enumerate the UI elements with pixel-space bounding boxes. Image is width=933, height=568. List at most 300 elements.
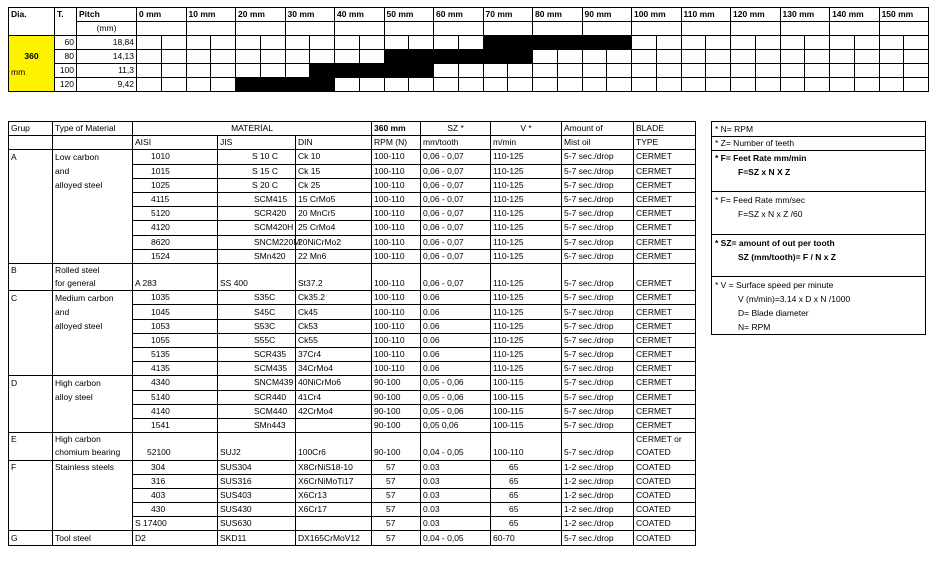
range-bar-cell bbox=[483, 50, 508, 64]
material-row bbox=[9, 249, 696, 263]
din-cell: 34CrMo4 bbox=[296, 362, 372, 376]
tooth-row bbox=[9, 64, 929, 78]
rpm-cell: 100-110 bbox=[372, 235, 421, 249]
jis-cell: SUS630 bbox=[218, 517, 296, 531]
type-cell bbox=[53, 418, 133, 432]
teeth-count: 80 bbox=[55, 50, 77, 64]
jis-cell: SMn420 bbox=[218, 249, 296, 263]
range-empty-cell bbox=[656, 36, 681, 50]
range-empty-cell bbox=[260, 36, 285, 50]
rpm-cell: 57 bbox=[372, 517, 421, 531]
type-cell bbox=[53, 207, 133, 221]
range-empty-cell bbox=[805, 50, 830, 64]
type-cell: Tool steel bbox=[53, 531, 133, 545]
scale-blank bbox=[582, 22, 632, 36]
range-empty-cell bbox=[607, 78, 632, 92]
sz-cell: 0,06 - 0,07 bbox=[421, 235, 491, 249]
range-empty-cell bbox=[137, 78, 162, 92]
scale-label: 50 mm bbox=[384, 8, 434, 22]
din-cell: St37.2 bbox=[296, 277, 372, 291]
aisi-header: AISI bbox=[133, 136, 218, 150]
din-cell: 15 CrMo5 bbox=[296, 192, 372, 206]
range-empty-cell bbox=[755, 64, 780, 78]
grup-cell bbox=[9, 178, 53, 192]
grup-cell bbox=[9, 221, 53, 235]
range-empty-cell bbox=[632, 78, 657, 92]
v-cell: 110-125 bbox=[491, 291, 562, 305]
range-empty-cell bbox=[384, 78, 409, 92]
din-cell: Ck 25 bbox=[296, 178, 372, 192]
rpm-cell: 57 bbox=[372, 460, 421, 474]
scale-label: 20 mm bbox=[236, 8, 286, 22]
range-empty-cell bbox=[533, 78, 558, 92]
oil-cell: 5-7 sec./drop bbox=[562, 277, 634, 291]
aisi-cell: 4340 bbox=[133, 376, 218, 390]
range-empty-cell bbox=[854, 36, 879, 50]
rpm-cell: 57 bbox=[372, 531, 421, 545]
jis-cell: SCR440 bbox=[218, 390, 296, 404]
grup-header: Grup bbox=[9, 122, 53, 136]
din-cell bbox=[296, 418, 372, 432]
range-empty-cell bbox=[384, 36, 409, 50]
range-empty-cell bbox=[706, 64, 731, 78]
scale-blank bbox=[632, 22, 682, 36]
oil-cell: 1-2 sec./drop bbox=[562, 460, 634, 474]
range-empty-cell bbox=[458, 36, 483, 50]
sz-cell: 0.06 bbox=[421, 291, 491, 305]
scale-label: 110 mm bbox=[681, 8, 731, 22]
rpm-cell: 100-110 bbox=[372, 249, 421, 263]
blade-cell: CERMET bbox=[634, 192, 696, 206]
din-cell bbox=[296, 433, 372, 447]
sz-cell: 0.03 bbox=[421, 517, 491, 531]
sz-cell: 0.06 bbox=[421, 348, 491, 362]
grup-cell bbox=[9, 235, 53, 249]
scale-label: 80 mm bbox=[533, 8, 583, 22]
v-cell: 110-125 bbox=[491, 333, 562, 347]
range-empty-cell bbox=[285, 64, 310, 78]
range-bar-cell bbox=[236, 78, 261, 92]
oil-cell: 1-2 sec./drop bbox=[562, 488, 634, 502]
scale-blank bbox=[533, 22, 583, 36]
jis-cell: S 15 C bbox=[218, 164, 296, 178]
diameter-cell bbox=[9, 36, 55, 92]
range-empty-cell bbox=[409, 36, 434, 50]
legend-f: * F= Feet Rate mm/min bbox=[715, 153, 807, 163]
grup-cell: E bbox=[9, 433, 53, 447]
material-row bbox=[9, 235, 696, 249]
grup-cell: C bbox=[9, 291, 53, 305]
header-row-1 bbox=[9, 122, 696, 136]
oil-cell: 5-7 sec./drop bbox=[562, 150, 634, 164]
v-cell: 100-115 bbox=[491, 418, 562, 432]
tooth-pitch-chart bbox=[8, 7, 929, 92]
scale-blank bbox=[483, 22, 533, 36]
blade-cell: CERMET bbox=[634, 333, 696, 347]
v-cell: 110-125 bbox=[491, 221, 562, 235]
sz-cell bbox=[421, 263, 491, 277]
oil-cell: 5-7 sec./drop bbox=[562, 235, 634, 249]
material-row bbox=[9, 390, 696, 404]
sz-cell: 0,06 - 0,07 bbox=[421, 164, 491, 178]
legend-n-rpm: N= RPM bbox=[738, 322, 771, 332]
sz-cell: 0,05 0,06 bbox=[421, 418, 491, 432]
type-cell: and bbox=[53, 164, 133, 178]
aisi-cell: 1015 bbox=[133, 164, 218, 178]
range-empty-cell bbox=[805, 78, 830, 92]
grup-cell bbox=[9, 446, 53, 460]
type-cell: Medium carbon bbox=[53, 291, 133, 305]
range-empty-cell bbox=[508, 78, 533, 92]
rpm-cell: 100-110 bbox=[372, 221, 421, 235]
din-cell: X6CrNiMoTi17 bbox=[296, 474, 372, 488]
grup-cell: B bbox=[9, 263, 53, 277]
blade-cell: CERMET bbox=[634, 305, 696, 319]
range-empty-cell bbox=[879, 78, 904, 92]
rpm-cell: 90-100 bbox=[372, 418, 421, 432]
type-cell: chomium bearing bbox=[53, 446, 133, 460]
legend-f-formula: F=SZ x N X Z bbox=[738, 167, 791, 177]
range-empty-cell bbox=[236, 50, 261, 64]
sz-cell: 0,06 - 0,07 bbox=[421, 277, 491, 291]
material-row bbox=[9, 531, 696, 545]
range-empty-cell bbox=[285, 50, 310, 64]
range-empty-cell bbox=[582, 50, 607, 64]
blade-cell bbox=[634, 263, 696, 277]
blade-header: BLADE bbox=[634, 122, 696, 136]
v-cell: 100-115 bbox=[491, 376, 562, 390]
scale-blank bbox=[335, 22, 385, 36]
grup-cell: D bbox=[9, 376, 53, 390]
type-cell bbox=[53, 488, 133, 502]
legend-d: D= Blade diameter bbox=[738, 308, 809, 318]
range-bar-cell bbox=[310, 78, 335, 92]
range-empty-cell bbox=[731, 50, 756, 64]
range-empty-cell bbox=[137, 64, 162, 78]
oil-cell: 1-2 sec./drop bbox=[562, 474, 634, 488]
material-row bbox=[9, 503, 696, 517]
grup-cell bbox=[9, 390, 53, 404]
range-empty-cell bbox=[607, 50, 632, 64]
range-empty-cell bbox=[632, 64, 657, 78]
range-empty-cell bbox=[137, 50, 162, 64]
sz-cell: 0.06 bbox=[421, 305, 491, 319]
range-empty-cell bbox=[533, 50, 558, 64]
range-empty-cell bbox=[805, 64, 830, 78]
rpm-cell: 100-110 bbox=[372, 192, 421, 206]
sz-cell: 0,05 - 0,06 bbox=[421, 376, 491, 390]
range-empty-cell bbox=[780, 36, 805, 50]
tooth-row bbox=[9, 50, 929, 64]
jis-cell: SCM420H bbox=[218, 221, 296, 235]
sz-cell: 0,05 - 0,06 bbox=[421, 404, 491, 418]
aisi-cell: 52100 bbox=[133, 446, 218, 460]
range-empty-cell bbox=[879, 50, 904, 64]
jis-cell: SNCM220M bbox=[218, 235, 296, 249]
range-bar-cell bbox=[434, 50, 459, 64]
range-bar-cell bbox=[483, 36, 508, 50]
rpm-cell: 100-110 bbox=[372, 178, 421, 192]
range-empty-cell bbox=[607, 64, 632, 78]
din-cell: 22 Mn6 bbox=[296, 249, 372, 263]
sz-cell: 0,06 - 0,07 bbox=[421, 249, 491, 263]
type-cell bbox=[53, 348, 133, 362]
aisi-cell: 4115 bbox=[133, 192, 218, 206]
oil-cell: 5-7 sec./drop bbox=[562, 390, 634, 404]
oil-cell: 5-7 sec./drop bbox=[562, 404, 634, 418]
range-empty-cell bbox=[335, 50, 360, 64]
diameter-unit: mm bbox=[11, 66, 26, 77]
range-empty-cell bbox=[755, 50, 780, 64]
rpm-cell: 100-110 bbox=[372, 362, 421, 376]
din-cell bbox=[296, 517, 372, 531]
material-row bbox=[9, 164, 696, 178]
oil-cell: 5-7 sec./drop bbox=[562, 418, 634, 432]
range-empty-cell bbox=[483, 78, 508, 92]
range-empty-cell bbox=[706, 36, 731, 50]
range-empty-cell bbox=[557, 78, 582, 92]
sz-cell: 0.06 bbox=[421, 362, 491, 376]
diameter-value: 360 bbox=[24, 50, 39, 61]
aisi-cell: 5140 bbox=[133, 390, 218, 404]
din-cell: 25 CrMo4 bbox=[296, 221, 372, 235]
aisi-cell: 1053 bbox=[133, 319, 218, 333]
scale-blank bbox=[434, 22, 484, 36]
v-cell bbox=[491, 433, 562, 447]
blade-cell: CERMET bbox=[634, 221, 696, 235]
jis-cell: SUJ2 bbox=[218, 446, 296, 460]
range-empty-cell bbox=[434, 36, 459, 50]
aisi-cell: 1541 bbox=[133, 418, 218, 432]
aisi-cell: 4140 bbox=[133, 404, 218, 418]
blade-cell: COATED bbox=[634, 531, 696, 545]
v-cell: 110-125 bbox=[491, 277, 562, 291]
range-empty-cell bbox=[879, 36, 904, 50]
din-cell: Ck35.2 bbox=[296, 291, 372, 305]
aisi-cell: 1055 bbox=[133, 333, 218, 347]
scale-blank bbox=[285, 22, 335, 36]
v-cell: 100-115 bbox=[491, 390, 562, 404]
jis-cell: SCM440 bbox=[218, 404, 296, 418]
din-cell: 100Cr6 bbox=[296, 446, 372, 460]
range-empty-cell bbox=[780, 50, 805, 64]
blade-unit-header: TYPE bbox=[634, 136, 696, 150]
material-row bbox=[9, 221, 696, 235]
sz-cell: 0.03 bbox=[421, 474, 491, 488]
oil-cell: 1-2 sec./drop bbox=[562, 503, 634, 517]
jis-cell bbox=[218, 433, 296, 447]
type-cell bbox=[53, 333, 133, 347]
pitch-header: Pitch bbox=[77, 8, 137, 22]
aisi-cell: 4120 bbox=[133, 221, 218, 235]
grup-cell bbox=[9, 207, 53, 221]
range-empty-cell bbox=[211, 64, 236, 78]
range-empty-cell bbox=[904, 36, 929, 50]
aisi-cell bbox=[133, 433, 218, 447]
range-empty-cell bbox=[211, 78, 236, 92]
rpm-cell: 100-110 bbox=[372, 207, 421, 221]
aisi-cell: A 283 bbox=[133, 277, 218, 291]
range-empty-cell bbox=[161, 36, 186, 50]
range-empty-cell bbox=[706, 78, 731, 92]
range-empty-cell bbox=[335, 78, 360, 92]
material-row bbox=[9, 418, 696, 432]
oil-cell: 5-7 sec./drop bbox=[562, 178, 634, 192]
blade-cell: COATED bbox=[634, 517, 696, 531]
range-empty-cell bbox=[335, 36, 360, 50]
pitch-value: 11,3 bbox=[77, 64, 137, 78]
material-row bbox=[9, 348, 696, 362]
sz-cell: 0.03 bbox=[421, 488, 491, 502]
scale-label: 30 mm bbox=[285, 8, 335, 22]
jis-cell: SNCM439 bbox=[218, 376, 296, 390]
material-row bbox=[9, 277, 696, 291]
header-row-2 bbox=[9, 136, 696, 150]
v-cell: 110-125 bbox=[491, 249, 562, 263]
oil-cell: 5-7 sec./drop bbox=[562, 531, 634, 545]
v-cell: 110-125 bbox=[491, 178, 562, 192]
oil-header: Amount of bbox=[562, 122, 634, 136]
range-empty-cell bbox=[533, 64, 558, 78]
din-header: DIN bbox=[296, 136, 372, 150]
range-bar-cell bbox=[458, 50, 483, 64]
rpm-cell: 57 bbox=[372, 474, 421, 488]
scale-label: 10 mm bbox=[186, 8, 236, 22]
range-empty-cell bbox=[805, 36, 830, 50]
sz-cell: 0,06 - 0,07 bbox=[421, 207, 491, 221]
range-empty-cell bbox=[681, 64, 706, 78]
rpm-cell: 57 bbox=[372, 488, 421, 502]
blade-cell: CERMET bbox=[634, 319, 696, 333]
din-cell: DX165CrMoV12 bbox=[296, 531, 372, 545]
range-empty-cell bbox=[260, 50, 285, 64]
scale-label: 100 mm bbox=[632, 8, 682, 22]
legend-v-formula: V (m/min)=3.14 x D x N /1000 bbox=[738, 294, 851, 304]
legend-v: * V = Surface speed per minute bbox=[715, 280, 834, 290]
pitch-value: 18,84 bbox=[77, 36, 137, 50]
v-cell: 110-125 bbox=[491, 150, 562, 164]
blade-cell: COATED bbox=[634, 488, 696, 502]
blade-cell: CERMET bbox=[634, 291, 696, 305]
sz-cell: 0,06 - 0,07 bbox=[421, 178, 491, 192]
grup-cell bbox=[9, 277, 53, 291]
material-row bbox=[9, 362, 696, 376]
blade-cell: CERMET bbox=[634, 150, 696, 164]
din-cell bbox=[296, 263, 372, 277]
aisi-cell: 8620 bbox=[133, 235, 218, 249]
material-row bbox=[9, 150, 696, 164]
sz-cell: 0,04 - 0,05 bbox=[421, 446, 491, 460]
range-bar-cell bbox=[607, 36, 632, 50]
jis-cell: SCR420 bbox=[218, 207, 296, 221]
formula-legend bbox=[711, 121, 926, 335]
range-bar-cell bbox=[409, 64, 434, 78]
range-bar-cell bbox=[508, 50, 533, 64]
grup-cell: A bbox=[9, 150, 53, 164]
range-empty-cell bbox=[904, 50, 929, 64]
din-cell: Ck45 bbox=[296, 305, 372, 319]
v-cell: 110-125 bbox=[491, 319, 562, 333]
rpm-cell: 100-110 bbox=[372, 319, 421, 333]
oil-cell bbox=[562, 433, 634, 447]
oil-cell: 5-7 sec./drop bbox=[562, 333, 634, 347]
teeth-count: 120 bbox=[55, 78, 77, 92]
legend-n: * N= RPM bbox=[715, 124, 754, 134]
range-empty-cell bbox=[780, 64, 805, 78]
scale-label: 60 mm bbox=[434, 8, 484, 22]
aisi-cell: S 17400 bbox=[133, 517, 218, 531]
material-row bbox=[9, 517, 696, 531]
type-cell bbox=[53, 235, 133, 249]
v-cell: 65 bbox=[491, 503, 562, 517]
material-row bbox=[9, 207, 696, 221]
din-cell: 41Cr4 bbox=[296, 390, 372, 404]
range-bar-cell bbox=[557, 36, 582, 50]
grup-cell bbox=[9, 503, 53, 517]
material-row bbox=[9, 263, 696, 277]
blade-cell: CERMET bbox=[634, 404, 696, 418]
jis-cell: S35C bbox=[218, 291, 296, 305]
cutting-parameters-table bbox=[8, 121, 696, 546]
type-header: Type of Material bbox=[53, 122, 133, 136]
range-bar-cell bbox=[335, 64, 360, 78]
material-header: MATERİAL bbox=[133, 122, 372, 136]
aisi-cell: 430 bbox=[133, 503, 218, 517]
v-header: V * bbox=[491, 122, 562, 136]
rpm-cell: 100-110 bbox=[372, 305, 421, 319]
type-cell: and bbox=[53, 305, 133, 319]
scale-blank bbox=[681, 22, 731, 36]
type-cell: Stainless steels bbox=[53, 460, 133, 474]
type-cell: Rolled steel bbox=[53, 263, 133, 277]
range-bar-cell bbox=[310, 64, 335, 78]
range-empty-cell bbox=[211, 36, 236, 50]
oil-cell: 5-7 sec./drop bbox=[562, 446, 634, 460]
din-cell: Ck55 bbox=[296, 333, 372, 347]
din-cell: Ck53 bbox=[296, 319, 372, 333]
range-empty-cell bbox=[359, 36, 384, 50]
aisi-cell: 1025 bbox=[133, 178, 218, 192]
range-empty-cell bbox=[409, 78, 434, 92]
pitch-unit: (mm) bbox=[77, 22, 137, 36]
range-bar-cell bbox=[508, 36, 533, 50]
rpm-cell bbox=[372, 433, 421, 447]
v-cell: 100-115 bbox=[491, 404, 562, 418]
blade-cell: CERMET bbox=[634, 178, 696, 192]
range-empty-cell bbox=[161, 50, 186, 64]
rpm-cell: 100-110 bbox=[372, 333, 421, 347]
rpm-cell: 100-110 bbox=[372, 164, 421, 178]
range-bar-cell bbox=[384, 50, 409, 64]
range-empty-cell bbox=[236, 64, 261, 78]
jis-cell: SUS316 bbox=[218, 474, 296, 488]
range-empty-cell bbox=[458, 64, 483, 78]
range-empty-cell bbox=[755, 36, 780, 50]
range-empty-cell bbox=[854, 64, 879, 78]
range-empty-cell bbox=[458, 78, 483, 92]
grup-cell bbox=[9, 319, 53, 333]
jis-cell: SKD11 bbox=[218, 531, 296, 545]
blade-cell: CERMET bbox=[634, 390, 696, 404]
pitch-value: 9,42 bbox=[77, 78, 137, 92]
range-empty-cell bbox=[656, 78, 681, 92]
v-cell: 110-125 bbox=[491, 164, 562, 178]
oil-unit-header: Mist oil bbox=[562, 136, 634, 150]
grup-cell bbox=[9, 164, 53, 178]
scale-blank bbox=[780, 22, 830, 36]
din-cell: Ck 10 bbox=[296, 150, 372, 164]
grup-cell bbox=[9, 333, 53, 347]
